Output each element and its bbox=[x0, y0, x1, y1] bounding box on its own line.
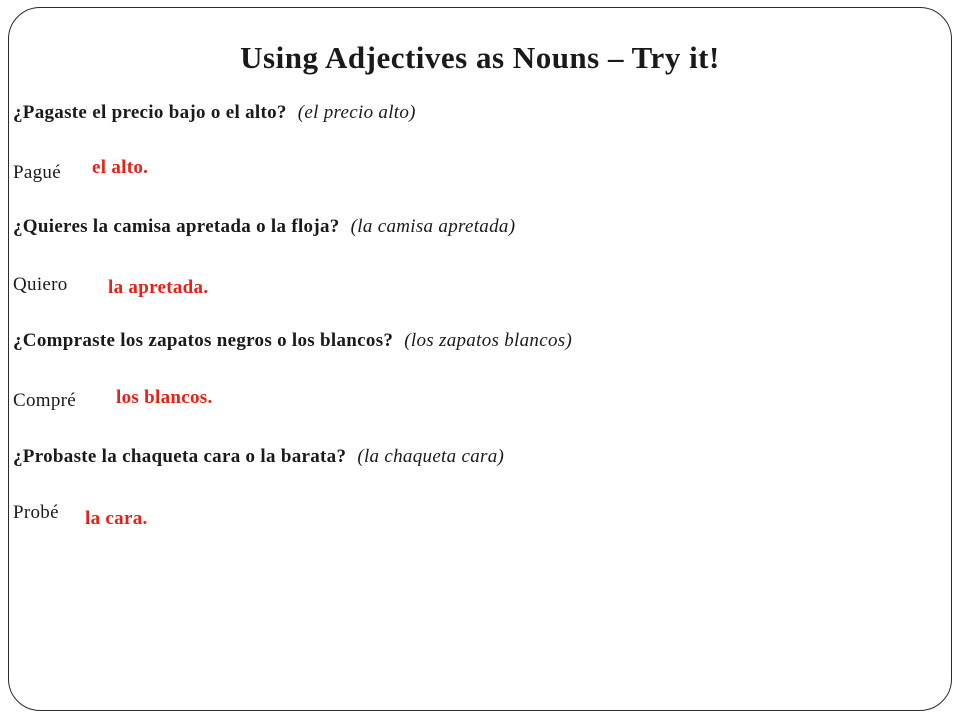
answer-line-3 bbox=[13, 389, 76, 413]
answer-prefix: Compré bbox=[13, 390, 77, 411]
question-line-4 bbox=[13, 445, 504, 469]
answer-prefix: Probé bbox=[13, 502, 59, 523]
answer-line-1 bbox=[13, 161, 61, 185]
answer-text: la cara. bbox=[85, 508, 148, 529]
question-text: ¿Probaste la chaqueta cara o la barata? bbox=[13, 446, 347, 467]
question-line-2 bbox=[13, 215, 515, 239]
question-text: ¿Compraste los zapatos negros o los blancos? bbox=[13, 330, 394, 351]
answer-line-2 bbox=[13, 273, 68, 297]
answer-text: el alto. bbox=[92, 157, 149, 178]
hint-text: (los zapatos blancos) bbox=[404, 330, 573, 351]
hint-text: (la chaqueta cara) bbox=[357, 446, 505, 467]
slide-frame bbox=[8, 7, 952, 711]
answer-text: la apretada. bbox=[108, 277, 209, 298]
slide-title: Using Adjectives as Nouns – Try it! bbox=[240, 40, 720, 75]
question-line-1 bbox=[13, 101, 416, 125]
question-text: ¿Quieres la camisa apretada o la floja? bbox=[13, 216, 340, 237]
hint-text: (la camisa apretada) bbox=[350, 216, 516, 237]
question-text: ¿Pagaste el precio bajo o el alto? bbox=[13, 102, 287, 123]
answer-line-4 bbox=[13, 501, 59, 525]
answer-prefix: Quiero bbox=[13, 274, 68, 295]
answer-prefix: Pagué bbox=[13, 162, 61, 183]
answer-text: los blancos. bbox=[116, 387, 213, 408]
question-line-3 bbox=[13, 329, 572, 353]
hint-text: (el precio alto) bbox=[297, 102, 416, 123]
